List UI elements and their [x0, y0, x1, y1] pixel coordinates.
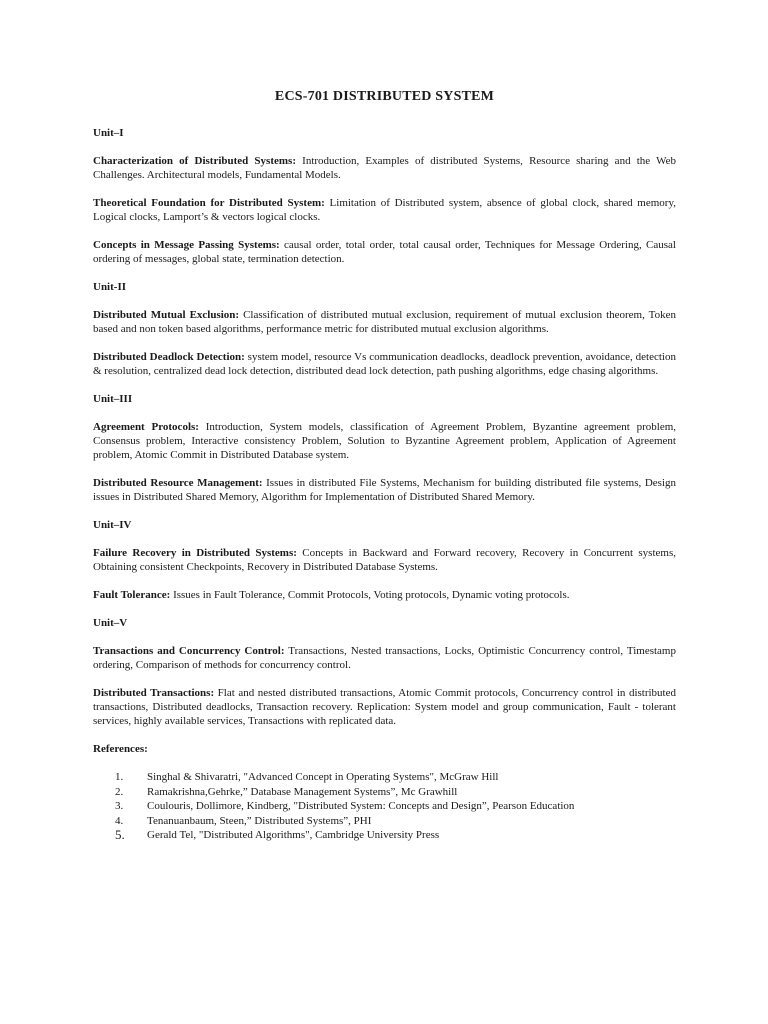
topic-text: Transactions, Nested transactions, Locks, Optimistic Concurrency control, Timestamp ordering, Comparison of methods for concurrency control.	[93, 645, 676, 671]
topic-text: Issues in Fault Tolerance, Commit Protocols, Voting protocols, Dynamic voting protocols.	[170, 589, 570, 601]
reference-text: Gerald Tel, "Distributed Algorithms", Cambridge University Press	[147, 829, 440, 841]
topic-text: Issues in distributed File Systems, Mechanism for building distributed file systems, Design issues in Distributed Shared Memory, Algorithm for Implementation of Distributed Shared Memory.	[93, 477, 677, 503]
unit-heading: Unit–III	[93, 393, 133, 405]
topic-paragraph	[93, 476, 676, 504]
reference-number: 3.	[115, 800, 124, 812]
topic-paragraph	[93, 238, 676, 266]
topic-heading: Transactions and Concurrency Control:	[93, 645, 285, 657]
topic-paragraph	[93, 154, 676, 182]
unit-heading: Unit–V	[93, 617, 128, 629]
page-title: ECS-701 DISTRIBUTED SYSTEM	[274, 89, 495, 104]
topic-heading: Agreement Protocols:	[93, 421, 199, 433]
reference-text: Tenanuanbaum, Steen,” Distributed Systems”, PHI	[147, 814, 372, 827]
reference-number: 4.	[115, 814, 124, 827]
reference-item	[93, 770, 676, 785]
topic-paragraph	[93, 350, 676, 378]
topic-paragraph	[93, 546, 676, 574]
unit-heading: Unit-II	[93, 281, 127, 293]
topic-text: Classification of distributed mutual exclusion, requirement of mutual exclusion theorem, Token based and non token based algorithms, performance metric for distributed mutual exclusion algorithms.	[93, 309, 676, 335]
reference-item	[93, 785, 676, 800]
topic-heading: Failure Recovery in Distributed Systems:	[93, 547, 297, 559]
references-list	[93, 770, 676, 843]
unit-heading: Unit–IV	[93, 519, 132, 531]
topic-heading: Theoretical Foundation for Distributed System:	[93, 197, 325, 209]
topic-paragraph	[93, 644, 676, 672]
reference-number: 5.	[115, 827, 125, 842]
topic-paragraph	[93, 686, 676, 728]
topic-heading: Distributed Deadlock Detection:	[93, 351, 245, 363]
reference-text: Ramakrishna,Gehrke,” Database Management Systems”, Mc Grawhill	[147, 785, 458, 798]
unit-heading: Unit–I	[93, 127, 124, 139]
topic-paragraph	[93, 420, 676, 462]
reference-number: 1.	[115, 771, 124, 783]
topic-text: Concepts in Backward and Forward recovery, Recovery in Concurrent systems, Obtaining consistent Checkpoints, Recovery in Distributed Database Systems.	[93, 547, 676, 573]
topic-heading: Distributed Transactions:	[93, 687, 215, 699]
topic-text: Limitation of Distributed system, absence of global clock, shared memory, Logical clocks, Lamport’s & vectors logical clocks.	[93, 197, 676, 223]
topic-paragraph	[93, 196, 676, 224]
topic-text: Introduction, System models, classification of Agreement Problem, Byzantine agreement problem, Consensus problem, Interactive consistency Problem, Solution to Byzantine Agreement problem, Application of Agreement problem, Atomic Commit in Distributed Database system.	[93, 421, 677, 461]
topic-text: Flat and nested distributed transactions, Atomic Commit protocols, Concurrency control in distributed transactions, Distributed deadlocks, Transaction recovery. Replication: System model and group communication, Fault - tolerant services, highly available services, Transactions with replicated data.	[93, 687, 676, 727]
topic-heading: Characterization of Distributed Systems:	[93, 155, 296, 167]
topic-heading: Distributed Mutual Exclusion:	[93, 309, 240, 321]
topic-text: system model, resource Vs communication deadlocks, deadlock prevention, avoidance, detection & resolution, centralized dead lock detection, distributed dead lock detection, path pushing algorithms, edge chasing algorithms.	[93, 351, 676, 377]
topic-text: Introduction, Examples of distributed Systems, Resource sharing and the Web Challenges. Architectural models, Fundamental Models.	[93, 155, 676, 181]
topic-heading: Distributed Resource Management:	[93, 477, 263, 489]
topic-text: causal order, total order, total causal order, Techniques for Message Ordering, Causal ordering of messages, global state, termination detection.	[93, 239, 676, 265]
topic-paragraph	[93, 588, 676, 602]
references-heading: References:	[93, 743, 148, 755]
topic-heading: Fault Tolerance:	[93, 589, 171, 601]
topic-paragraph	[93, 308, 676, 336]
topic-heading: Concepts in Message Passing Systems:	[93, 239, 280, 251]
reference-text: Coulouris, Dollimore, Kindberg, "Distributed System: Concepts and Design”, Pearson Education	[147, 800, 575, 812]
reference-number: 2.	[115, 785, 124, 798]
reference-item	[93, 814, 676, 829]
reference-item	[93, 828, 676, 843]
reference-text: Singhal & Shivaratri, "Advanced Concept in Operating Systems", McGraw Hill	[147, 771, 499, 783]
reference-item	[93, 799, 676, 814]
